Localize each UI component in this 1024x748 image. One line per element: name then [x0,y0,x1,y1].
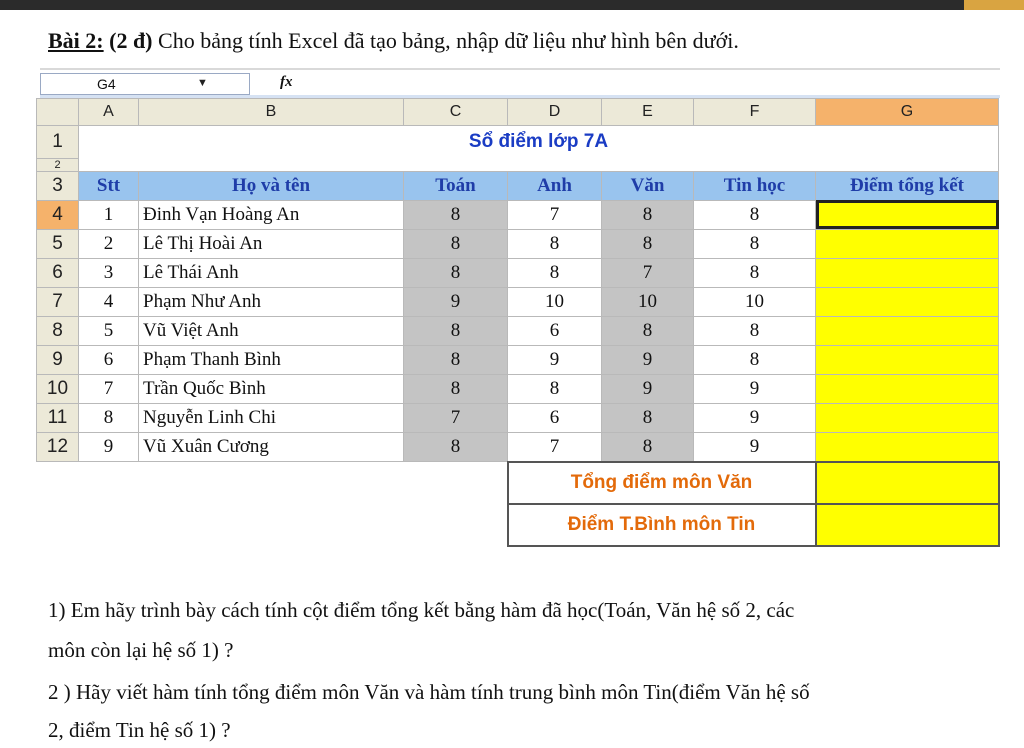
cell-tong-ket[interactable] [816,229,999,258]
cell-stt[interactable]: 4 [79,287,139,316]
table-row [37,258,999,287]
function-icon[interactable]: fx [280,74,293,90]
header-tin[interactable]: Tin học [694,171,816,200]
avg-tin-label[interactable]: Điểm T.Bình môn Tin [508,504,816,546]
column-header-e[interactable]: E [602,99,694,126]
cell-van[interactable]: 8 [602,403,694,432]
cell-name[interactable]: Trần Quốc Bình [139,374,404,403]
header-name[interactable]: Họ và tên [139,171,404,200]
cell-tong-ket[interactable] [816,258,999,287]
top-bar [0,0,1024,10]
row-header-8[interactable]: 8 [37,316,79,345]
cell-anh[interactable]: 7 [508,432,602,462]
table-row [37,229,999,258]
cell-van[interactable]: 9 [602,345,694,374]
exercise-heading [48,28,739,54]
cell-van[interactable]: 9 [602,374,694,403]
summary-row-van [37,462,999,504]
cell-tong-ket-active[interactable] [816,200,999,229]
cell-name[interactable]: Nguyễn Linh Chi [139,403,404,432]
cell-tin[interactable]: 8 [694,316,816,345]
cell-toan[interactable]: 8 [404,432,508,462]
cell-stt[interactable]: 6 [79,345,139,374]
name-box[interactable] [40,73,250,95]
row-header-10[interactable]: 10 [37,374,79,403]
table-row [37,200,999,229]
cell-stt[interactable]: 2 [79,229,139,258]
column-header-g[interactable]: G [816,99,999,126]
question-2-line-1: 2 ) Hãy viết hàm tính tổng điểm môn Văn và hàm tính trung bình môn Tin(điểm Văn hệ số [48,680,810,704]
cell-name[interactable]: Vũ Xuân Cương [139,432,404,462]
cell-van[interactable]: 8 [602,200,694,229]
cell-stt[interactable]: 7 [79,374,139,403]
header-toan[interactable]: Toán [404,171,508,200]
cell-tin[interactable]: 9 [694,432,816,462]
cell-anh[interactable]: 8 [508,229,602,258]
column-header-a[interactable]: A [79,99,139,126]
question-2-line-2: 2, điểm Tin hệ số 1) ? [48,718,231,742]
cell-van[interactable]: 8 [602,316,694,345]
cell-toan[interactable]: 8 [404,316,508,345]
cell-tin[interactable]: 8 [694,229,816,258]
cell-stt[interactable]: 3 [79,258,139,287]
cell-tin[interactable]: 9 [694,403,816,432]
exercise-text: Cho bảng tính Excel đã tạo bảng, nhập dữ liệu như hình bên dưới. [158,28,739,53]
cell-tong-ket[interactable] [816,316,999,345]
blank-area [37,462,508,504]
column-header-b[interactable]: B [139,99,404,126]
row-header-3[interactable]: 3 [37,171,79,200]
cell-name[interactable]: Phạm Thanh Bình [139,345,404,374]
column-headers [37,99,999,126]
row-header-9[interactable]: 9 [37,345,79,374]
cell-tin[interactable]: 8 [694,258,816,287]
cell-stt[interactable]: 5 [79,316,139,345]
cell-toan[interactable]: 8 [404,374,508,403]
row-header-1[interactable]: 1 [37,126,79,159]
spreadsheet-grid [36,98,1000,547]
cell-tong-ket[interactable] [816,287,999,316]
avg-tin-cell[interactable] [816,504,999,546]
row-2 [37,158,999,171]
total-van-label[interactable]: Tổng điểm môn Văn [508,462,816,504]
header-anh[interactable]: Anh [508,171,602,200]
column-header-f[interactable]: F [694,99,816,126]
cell-tong-ket[interactable] [816,403,999,432]
table-row [37,316,999,345]
cell-anh[interactable]: 6 [508,403,602,432]
cell-van[interactable]: 8 [602,229,694,258]
header-stt[interactable]: Stt [79,171,139,200]
cell-toan[interactable]: 8 [404,258,508,287]
formula-bar [40,73,1000,97]
sheet-title[interactable]: Sổ điểm lớp 7A [79,126,999,159]
table-row [37,374,999,403]
row-header-11[interactable]: 11 [37,403,79,432]
row-header-6[interactable]: 6 [37,258,79,287]
row-header-2[interactable]: 2 [37,158,79,171]
cell-anh[interactable]: 10 [508,287,602,316]
column-header-c[interactable]: C [404,99,508,126]
exercise-points: (2 đ) [109,28,153,53]
table-row [37,287,999,316]
cell-tin[interactable]: 10 [694,287,816,316]
cell-stt[interactable]: 1 [79,200,139,229]
row-header-12[interactable]: 12 [37,432,79,462]
cell-anh[interactable]: 7 [508,200,602,229]
cell-tong-ket[interactable] [816,432,999,462]
question-1-line-1: 1) Em hãy trình bày cách tính cột điểm tổng kết bằng hàm đã học(Toán, Văn hệ số 2, các [48,598,795,622]
summary-row-tin [37,504,999,546]
exercise-label: Bài 2: [48,28,104,53]
cell-toan[interactable]: 7 [404,403,508,432]
dropdown-arrow-icon[interactable]: ▼ [197,77,208,89]
cell-anh[interactable]: 8 [508,258,602,287]
cell-van[interactable]: 8 [602,432,694,462]
cell-tong-ket[interactable] [816,374,999,403]
table-row [37,403,999,432]
table-header-row [37,171,999,200]
blank-area [37,504,508,546]
row-1 [37,126,999,159]
cell-toan[interactable]: 8 [404,200,508,229]
cell-tin[interactable]: 9 [694,374,816,403]
total-van-cell[interactable] [816,462,999,504]
cell-anh[interactable]: 8 [508,374,602,403]
cell-tong-ket[interactable] [816,345,999,374]
question-1-line-2: môn còn lại hệ số 1) ? [48,638,234,662]
cell-tin[interactable]: 8 [694,345,816,374]
cell-tin[interactable]: 8 [694,200,816,229]
header-tong-ket[interactable]: Điểm tổng kết [816,171,999,200]
select-all-corner[interactable] [37,99,79,126]
row-header-5[interactable]: 5 [37,229,79,258]
divider [40,68,1000,70]
table-row [37,432,999,462]
header-van[interactable]: Văn [602,171,694,200]
row-header-4[interactable]: 4 [37,200,79,229]
cell-name[interactable]: Vũ Việt Anh [139,316,404,345]
cell-toan[interactable]: 8 [404,229,508,258]
cell-anh[interactable]: 6 [508,316,602,345]
cell-name[interactable]: Đinh Vạn Hoàng An [139,200,404,229]
cell-name[interactable]: Lê Thái Anh [139,258,404,287]
row-header-7[interactable]: 7 [37,287,79,316]
top-bar-accent [964,0,1024,10]
cell-name[interactable]: Phạm Như Anh [139,287,404,316]
cell-van[interactable]: 10 [602,287,694,316]
name-box-value: G4 [97,76,116,92]
cell-toan[interactable]: 8 [404,345,508,374]
cell-stt[interactable]: 8 [79,403,139,432]
table-row [37,345,999,374]
column-header-d[interactable]: D [508,99,602,126]
cell-anh[interactable]: 9 [508,345,602,374]
cell-van[interactable]: 7 [602,258,694,287]
cell-name[interactable]: Lê Thị Hoài An [139,229,404,258]
cell-toan[interactable]: 9 [404,287,508,316]
empty-row[interactable] [79,158,999,171]
cell-stt[interactable]: 9 [79,432,139,462]
